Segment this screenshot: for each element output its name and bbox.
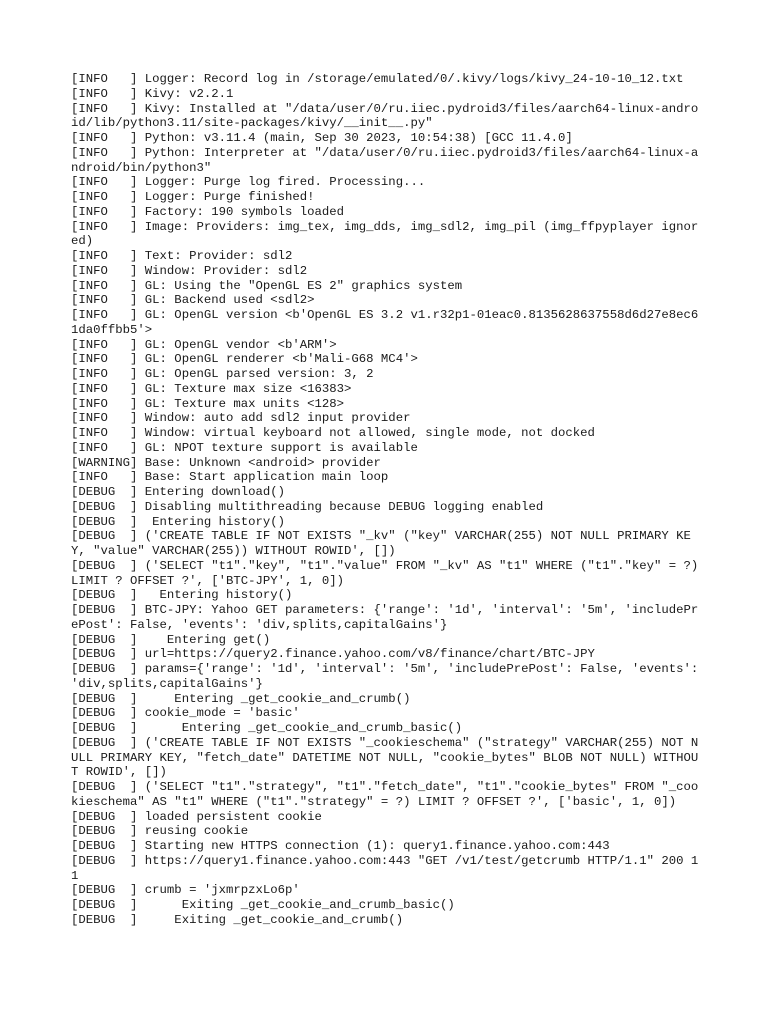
- log-line: [INFO ] Factory: 190 symbols loaded: [71, 204, 345, 219]
- log-line: [INFO ] Kivy: v2.2.1: [71, 86, 234, 101]
- log-line: [DEBUG ] url=https://query2.finance.yahoo.com/v8/finance/chart/BTC-JPY: [71, 647, 595, 662]
- log-line: [DEBUG ] Entering _get_cookie_and_crumb_basic(): [71, 721, 463, 735]
- log-line: [DEBUG ] loaded persistent cookie: [71, 809, 322, 824]
- log-line: [INFO ] GL: Texture max units <128>: [71, 396, 345, 411]
- log-line: [INFO ] GL: Texture max size <16383>: [71, 381, 352, 396]
- log-line: [DEBUG ] Entering history(): [71, 588, 293, 603]
- log-output: [71, 72, 706, 928]
- log-line: [DEBUG ] params={'range': '1d', 'interval': '5m', 'includePrePost': False, 'events': 'div,splits,capitalGains'}: [71, 662, 706, 691]
- log-line-warning: [WARNING] Base: Unknown <android> provider: [71, 455, 381, 470]
- log-line: [INFO ] Text: Provider: sdl2: [71, 249, 293, 263]
- log-line: [INFO ] GL: NPOT texture support is available: [71, 440, 418, 455]
- log-line: [DEBUG ] reusing cookie: [71, 824, 249, 839]
- log-line: [INFO ] Logger: Purge log fired. Processing...: [71, 175, 426, 190]
- log-line: [INFO ] Python: Interpreter at "/data/user/0/ru.iiec.pydroid3/files/aarch64-linux-android/bin/python3": [71, 145, 699, 175]
- log-line: [INFO ] Image: Providers: img_tex, img_dds, img_sdl2, img_pil (img_ffpyplayer ignored): [71, 219, 699, 249]
- log-line: [INFO ] GL: OpenGL parsed version: 3, 2: [71, 367, 374, 381]
- log-line: [INFO ] GL: OpenGL version <b'OpenGL ES 3.2 v1.r32p1-01eac0.8135628637558d6d27e8ec61da0ffbb5'>: [71, 308, 699, 337]
- log-line: [INFO ] GL: OpenGL renderer <b'Mali-G68 MC4'>: [71, 352, 418, 367]
- log-line: [INFO ] Window: virtual keyboard not allowed, single mode, not docked: [71, 426, 595, 440]
- log-line: [INFO ] Logger: Purge finished!: [71, 190, 315, 204]
- log-line: [DEBUG ] ('SELECT "t1"."key", "t1"."value" FROM "_kv" AS "t1" WHERE ("t1"."key" = ?) LIMIT ? OFFSET ?', ['BTC-JPY', 1, 0]): [71, 558, 706, 588]
- log-line: [DEBUG ] Exiting _get_cookie_and_crumb_basic(): [71, 898, 455, 912]
- log-line: [DEBUG ] Entering history(): [71, 514, 286, 529]
- log-line: [INFO ] Kivy: Installed at "/data/user/0/ru.iiec.pydroid3/files/aarch64-linux-android/lib/python3.11/site-packages/kivy/__init__.py": [71, 101, 699, 131]
- log-line: [DEBUG ] ('SELECT "t1"."strategy", "t1"."fetch_date", "t1"."cookie_bytes" FROM "_cookieschema" AS "t1" WHERE ("t1"."strategy" = ?) LIMIT ? OFFSET ?', ['basic', 1, 0]): [71, 780, 699, 809]
- log-line: [DEBUG ] https://query1.finance.yahoo.com:443 "GET /v1/test/getcrumb HTTP/1.1" 200 11: [71, 853, 699, 883]
- log-line: [INFO ] Base: Start application main loop: [71, 470, 389, 485]
- log-line: [DEBUG ] Entering get(): [71, 632, 271, 647]
- log-line: [INFO ] Window: auto add sdl2 input provider: [71, 411, 411, 426]
- log-line: [DEBUG ] cookie_mode = 'basic': [71, 706, 300, 721]
- log-line: [DEBUG ] Starting new HTTPS connection (1): query1.finance.yahoo.com:443: [71, 839, 610, 853]
- log-line: [INFO ] GL: Backend used <sdl2>: [71, 293, 315, 308]
- log-line: [INFO ] GL: Using the "OpenGL ES 2" graphics system: [71, 278, 463, 293]
- log-line: [DEBUG ] Entering download(): [71, 485, 286, 499]
- log-line: [DEBUG ] Disabling multithreading because DEBUG logging enabled: [71, 499, 544, 514]
- log-line: [INFO ] Window: Provider: sdl2: [71, 263, 308, 278]
- log-line: [DEBUG ] ('CREATE TABLE IF NOT EXISTS "_cookieschema" ("strategy" VARCHAR(255) NOT NULL PRIMARY KEY, "fetch_date" DATETIME NOT NULL, "cookie_bytes" BLOB NOT NULL) WITHOUT ROWID', []): [71, 735, 699, 780]
- log-line: [DEBUG ] Entering _get_cookie_and_crumb(): [71, 691, 411, 706]
- log-line: [DEBUG ] Exiting _get_cookie_and_crumb(): [71, 912, 404, 927]
- log-line: [DEBUG ] crumb = 'jxmrpzxLo6p': [71, 883, 300, 898]
- log-line: [DEBUG ] ('CREATE TABLE IF NOT EXISTS "_kv" ("key" VARCHAR(255) NOT NULL PRIMARY KEY, "value" VARCHAR(255)) WITHOUT ROWID', []): [71, 529, 691, 558]
- log-line: [DEBUG ] BTC-JPY: Yahoo GET parameters: {'range': '1d', 'interval': '5m', 'includePrePost': False, 'events': 'div,splits,capitalGains'}: [71, 603, 699, 632]
- log-line: [INFO ] Logger: Record log in /storage/emulated/0/.kivy/logs/kivy_24-10-10_12.txt: [71, 72, 684, 86]
- log-line: [INFO ] Python: v3.11.4 (main, Sep 30 2023, 10:54:38) [GCC 11.4.0]: [71, 131, 573, 145]
- log-line: [INFO ] GL: OpenGL vendor <b'ARM'>: [71, 337, 337, 352]
